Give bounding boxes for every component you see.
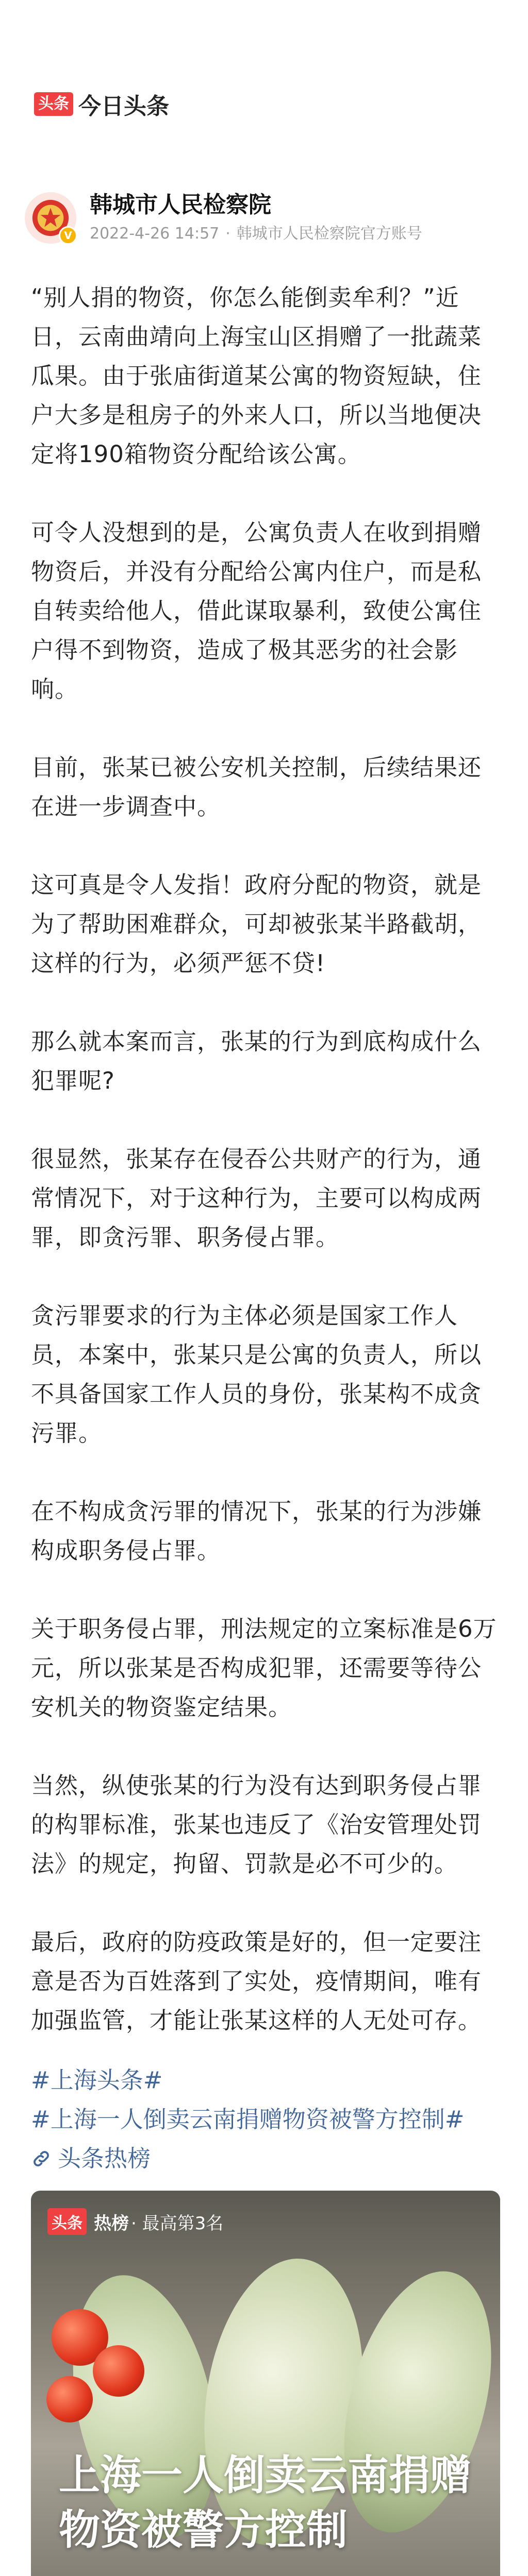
article-body [31, 278, 500, 2040]
card-logo-badge: 头条 [47, 2208, 87, 2235]
hashtag-shanghai[interactable]: #上海头条# [31, 2066, 163, 2094]
article-paragraph: “别人捐的物资，你怎么能倒卖牟利？”近日，云南曲靖向上海宝山区捐赠了一批蔬菜瓜果。由于张庙街道某公寓的物资短缺，住户大多是租房子的外来人口，所以当地便决定将190箱物资分配给该公寓。 [31, 284, 482, 468]
card-rank-bar [47, 2208, 223, 2235]
author-description: 韩城市人民检察院官方账号 [236, 225, 422, 243]
hot-list-card[interactable] [31, 2191, 500, 2576]
tomato-image [46, 2376, 93, 2422]
author-info [90, 191, 422, 245]
logo-badge: 头条 [34, 92, 73, 116]
card-image [31, 2191, 500, 2576]
avatar[interactable] [25, 192, 76, 244]
logo-text: 今日头条 [78, 93, 169, 120]
article-paragraph: 那么就本案而言，张某的行为到底构成什么犯罪呢? [31, 1028, 482, 1094]
toutiao-logo [34, 88, 169, 121]
tags-block [31, 2061, 505, 2178]
author-name[interactable]: 韩城市人民检察院 [90, 192, 271, 218]
card-headline: 上海一人倒卖云南捐赠物资被警方控制 [59, 2451, 471, 2554]
article-paragraph: 贪污罪要求的行为主体必须是国家工作人员，本案中，张某只是公寓的负责人，所以不具备国家工作人员的身份，张某构不成贪污罪。 [31, 1302, 482, 1447]
hot-label: 热榜 [94, 2213, 129, 2234]
tomato-image [93, 2345, 144, 2397]
app-header [0, 0, 528, 120]
verified-badge: V [59, 226, 77, 245]
rank-label: · 最高第3名 [131, 2213, 224, 2234]
publish-time: 2022-4-26 14:57 [90, 225, 220, 243]
article-paragraph: 这可真是令人发指！政府分配的物资，就是为了帮助困难群众，可却被张某半路截胡，这样的行为，必须严惩不贷! [31, 871, 482, 977]
article-paragraph: 可令人没想到的是，公寓负责人在收到捐赠物资后，并没有分配给公寓内住户，而是私自转卖给他人，借此谋取暴利，致使公寓住户得不到物资，造成了极其恶劣的社会影响。 [31, 519, 482, 703]
author-meta [90, 223, 422, 245]
hot-list-label: 头条热榜 [58, 2145, 151, 2172]
meta-separator: · [225, 225, 230, 243]
hot-list-link[interactable] [31, 2139, 505, 2178]
hashtag-event[interactable]: #上海一人倒卖云南捐赠物资被警方控制# [31, 2106, 465, 2133]
author-block[interactable] [25, 191, 422, 245]
article-paragraph: 当然，纵使张某的行为没有达到职务侵占罪的构罪标准，张某也违反了《治安管理处罚法》的规定，拘留、罚款是必不可少的。 [31, 1772, 482, 1877]
article-paragraph: 很显然，张某存在侵吞公共财产的行为，通常情况下，对于这种行为，主要可以构成两罪，即贪污罪、职务侵占罪。 [31, 1145, 482, 1251]
article-paragraph: 目前，张某已被公安机关控制，后续结果还在进一步调查中。 [31, 754, 482, 820]
article-paragraph: 最后，政府的防疫政策是好的，但一定要注意是否为百姓落到了实处，疫情期间，唯有加强监管，才能让张某这样的人无处可存。 [31, 1928, 482, 2034]
article-paragraph: 关于职务侵占罪，刑法规定的立案标准是6万元，所以张某是否构成犯罪，还需要等待公安机关的物资鉴定结果。 [31, 1615, 497, 1721]
link-icon [31, 2148, 52, 2169]
article-paragraph: 在不构成贪污罪的情况下，张某的行为涉嫌构成职务侵占罪。 [31, 1498, 482, 1564]
